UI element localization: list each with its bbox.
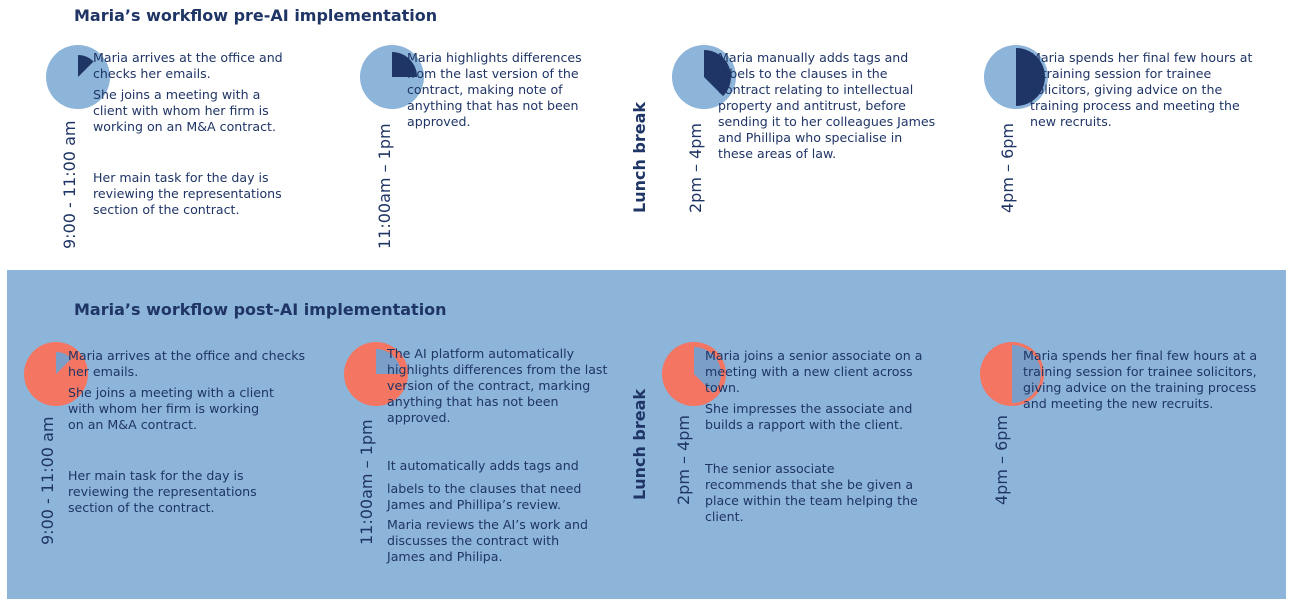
pre-ai-title: Maria’s workflow pre-AI implementation [74,6,438,25]
post-text-3a: Maria joins a senior associate on a meeting with a new client across town. [705,348,923,395]
post-time-3: 2pm – 4pm [674,414,693,505]
pre-text-1c: Her main task for the day is reviewing the representations section of the contract. [93,170,282,217]
post-text-2d: Maria reviews the AI’s work and discusses the contract with James and Philipa. [387,517,588,564]
pre-time-1: 9:00 - 11:00 am [60,120,79,249]
post-text-3b: She impresses the associate and builds a rapport with the client. [705,401,913,432]
post-text-3c: The senior associate recommends that she be given a place within the team helping the client. [705,461,918,524]
pre-text-4a: Maria spends her final few hours at a training session for trainee solicitors, giving advice on the training process and meeting the new recruits. [1030,50,1253,129]
post-text-1c: Her main task for the day is reviewing the representations section of the contract. [68,468,257,515]
post-text-2c: labels to the clauses that need James and Phillipa’s review. [387,481,582,512]
post-text-4a: Maria spends her final few hours at a training session for trainee solicitors, giving advice on the training process and meeting the new recruits. [1023,348,1258,411]
post-time-4: 4pm – 6pm [992,414,1011,505]
post-text-2a: The AI platform automatically highlights differences from the last version of the contract, marking anything that has not been approved. [387,346,608,425]
post-text-2b: It automatically adds tags and [387,458,579,473]
pre-text-1a: Maria arrives at the office and checks her emails. [93,50,283,81]
pre-text-2a: Maria highlights differences from the last version of the contract, making note of anything that has not been approved. [407,50,582,129]
pre-time-4: 4pm – 6pm [998,122,1017,213]
pre-lunch-break: Lunch break [630,101,649,213]
post-time-2: 11:00am – 1pm [357,419,376,545]
pre-time-2: 11:00am – 1pm [375,123,394,249]
pre-text-1b: She joins a meeting with a client with whom her firm is working on an M&A contract. [93,87,276,134]
post-lunch-break: Lunch break [630,388,649,500]
pre-text-3a: Maria manually adds tags and labels to the clauses in the contract relating to intellectual property and antitrust, before sending it to her colleagues James and Phillipa who specialise in these areas of law. [718,50,936,161]
post-text-1b: She joins a meeting with a client with whom her firm is working on an M&A contract. [68,385,274,432]
pre-time-3: 2pm – 4pm [686,122,705,213]
post-ai-title: Maria’s workflow post-AI implementation [74,300,447,319]
post-text-1a: Maria arrives at the office and checks her emails. [68,348,306,379]
post-time-1: 9:00 - 11:00 am [38,416,57,545]
